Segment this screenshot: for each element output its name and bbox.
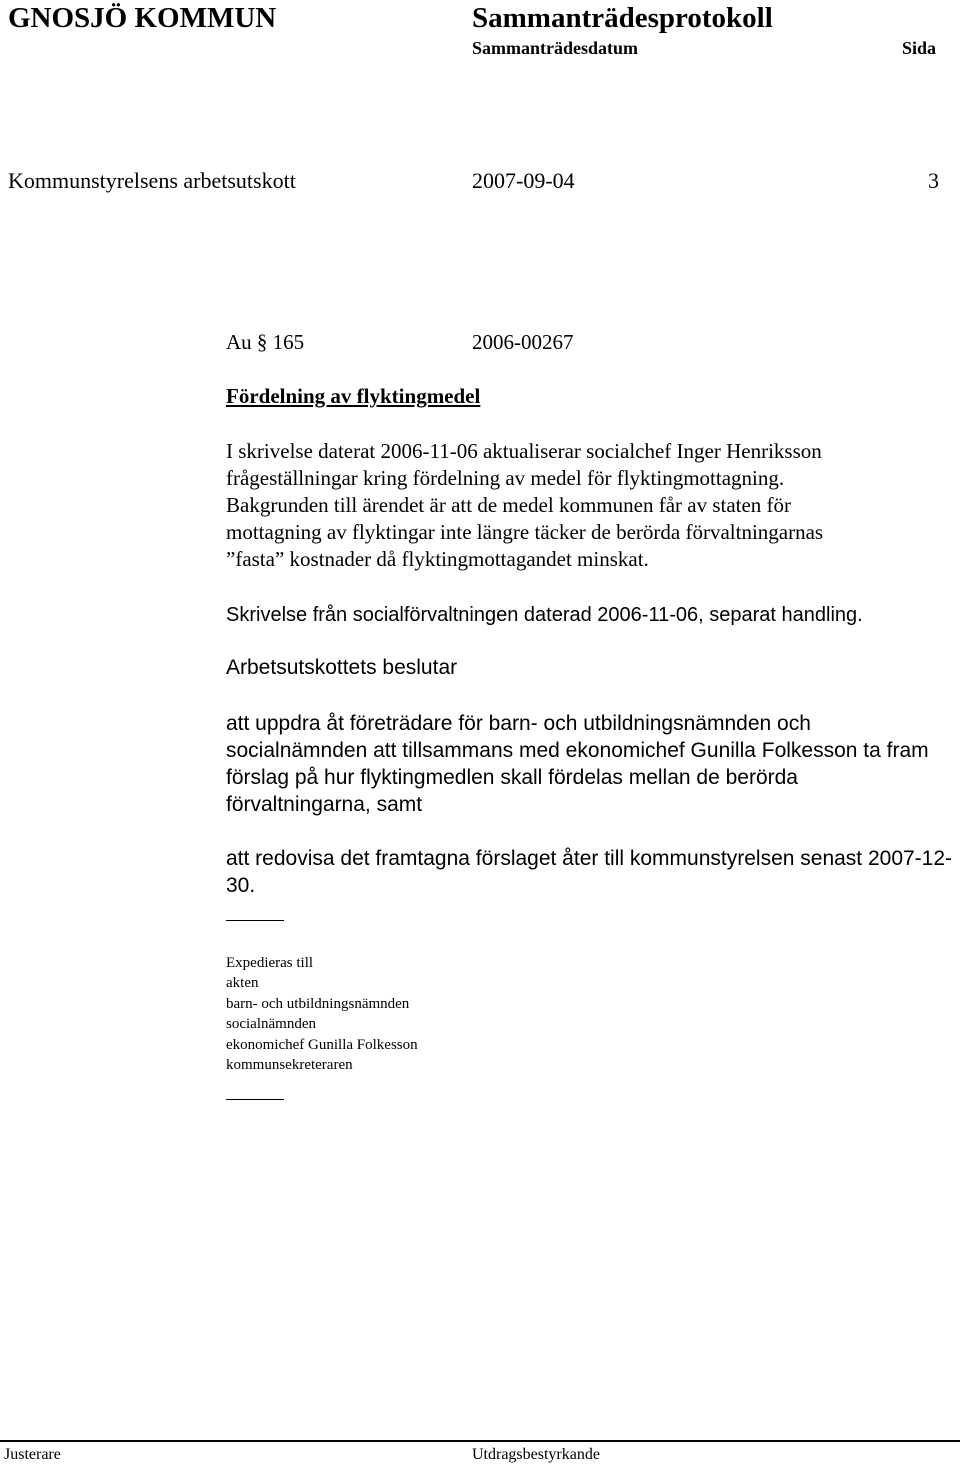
certifier-label: Utdragsbestyrkande xyxy=(472,1446,600,1463)
decision-line: socialnämnden att tillsammans med ekonomichef Gunilla Folkesson ta fram xyxy=(226,739,929,762)
distribution-list xyxy=(226,953,418,1075)
distribution-recipient: socialnämnden xyxy=(226,1016,316,1033)
document-type: Sammanträdesprotokoll xyxy=(472,2,773,34)
reference-document: Skrivelse från socialförvaltningen daterad 2006-11-06, separat handling. xyxy=(226,604,863,626)
decision-paragraph-1 xyxy=(226,710,946,818)
distribution-recipient: kommunsekreteraren xyxy=(226,1057,353,1074)
item-title: Fördelning av flyktingmedel xyxy=(226,384,481,408)
item-number-value: 165 xyxy=(272,330,305,354)
committee-name: Kommunstyrelsens arbetsutskott xyxy=(8,168,296,193)
separator-line xyxy=(226,920,284,921)
page-label: Sida xyxy=(902,38,937,58)
decision-line: förvaltningarna, samt xyxy=(226,793,423,816)
intro-line: ”fasta” kostnader då flyktingmottagandet minskat. xyxy=(226,547,649,571)
intro-line: mottagning av flyktingar inte längre täcker de berörda förvaltningarnas xyxy=(226,520,824,544)
municipality-name: GNOSJÖ KOMMUN xyxy=(8,2,277,34)
item-prefix: Au xyxy=(226,330,252,354)
distribution-recipient: akten xyxy=(226,975,259,992)
separator-line xyxy=(226,1099,284,1100)
intro-line: frågeställningar kring fördelning av medel för flyktingmottagning. xyxy=(226,466,785,490)
decision-line: 30. xyxy=(226,874,256,897)
meeting-date: 2007-09-04 xyxy=(472,168,575,193)
decision-paragraph-2 xyxy=(226,845,953,899)
distribution-recipient: ekonomichef Gunilla Folkesson xyxy=(226,1036,418,1053)
signer-label: Justerare xyxy=(4,1446,61,1463)
decision-line: att uppdra åt företrädare för barn- och utbildningsnämnden och xyxy=(226,712,811,735)
page-number: 3 xyxy=(928,168,939,193)
decision-heading: Arbetsutskottets beslutar xyxy=(226,656,458,679)
item-introduction xyxy=(226,438,946,573)
decision-line: att redovisa det framtagna förslaget åter till kommunstyrelsen senast 2007-12- xyxy=(226,847,953,870)
intro-line: Bakgrunden till ärendet är att de medel kommunen får av staten för xyxy=(226,493,792,517)
meeting-date-label: Sammanträdesdatum xyxy=(472,38,639,58)
footer-rule xyxy=(0,1440,960,1442)
item-number xyxy=(226,330,304,355)
distribution-recipient: barn- och utbildningsnämnden xyxy=(226,995,410,1012)
decision-line: förslag på hur flyktingmedlen skall fördelas mellan de berörda xyxy=(226,766,798,789)
distribution-heading: Expedieras till xyxy=(226,955,314,971)
intro-line: I skrivelse daterat 2006-11-06 aktualiserar socialchef Inger Henriksson xyxy=(226,439,822,463)
section-sign: § xyxy=(256,330,268,354)
case-number: 2006-00267 xyxy=(472,330,574,354)
